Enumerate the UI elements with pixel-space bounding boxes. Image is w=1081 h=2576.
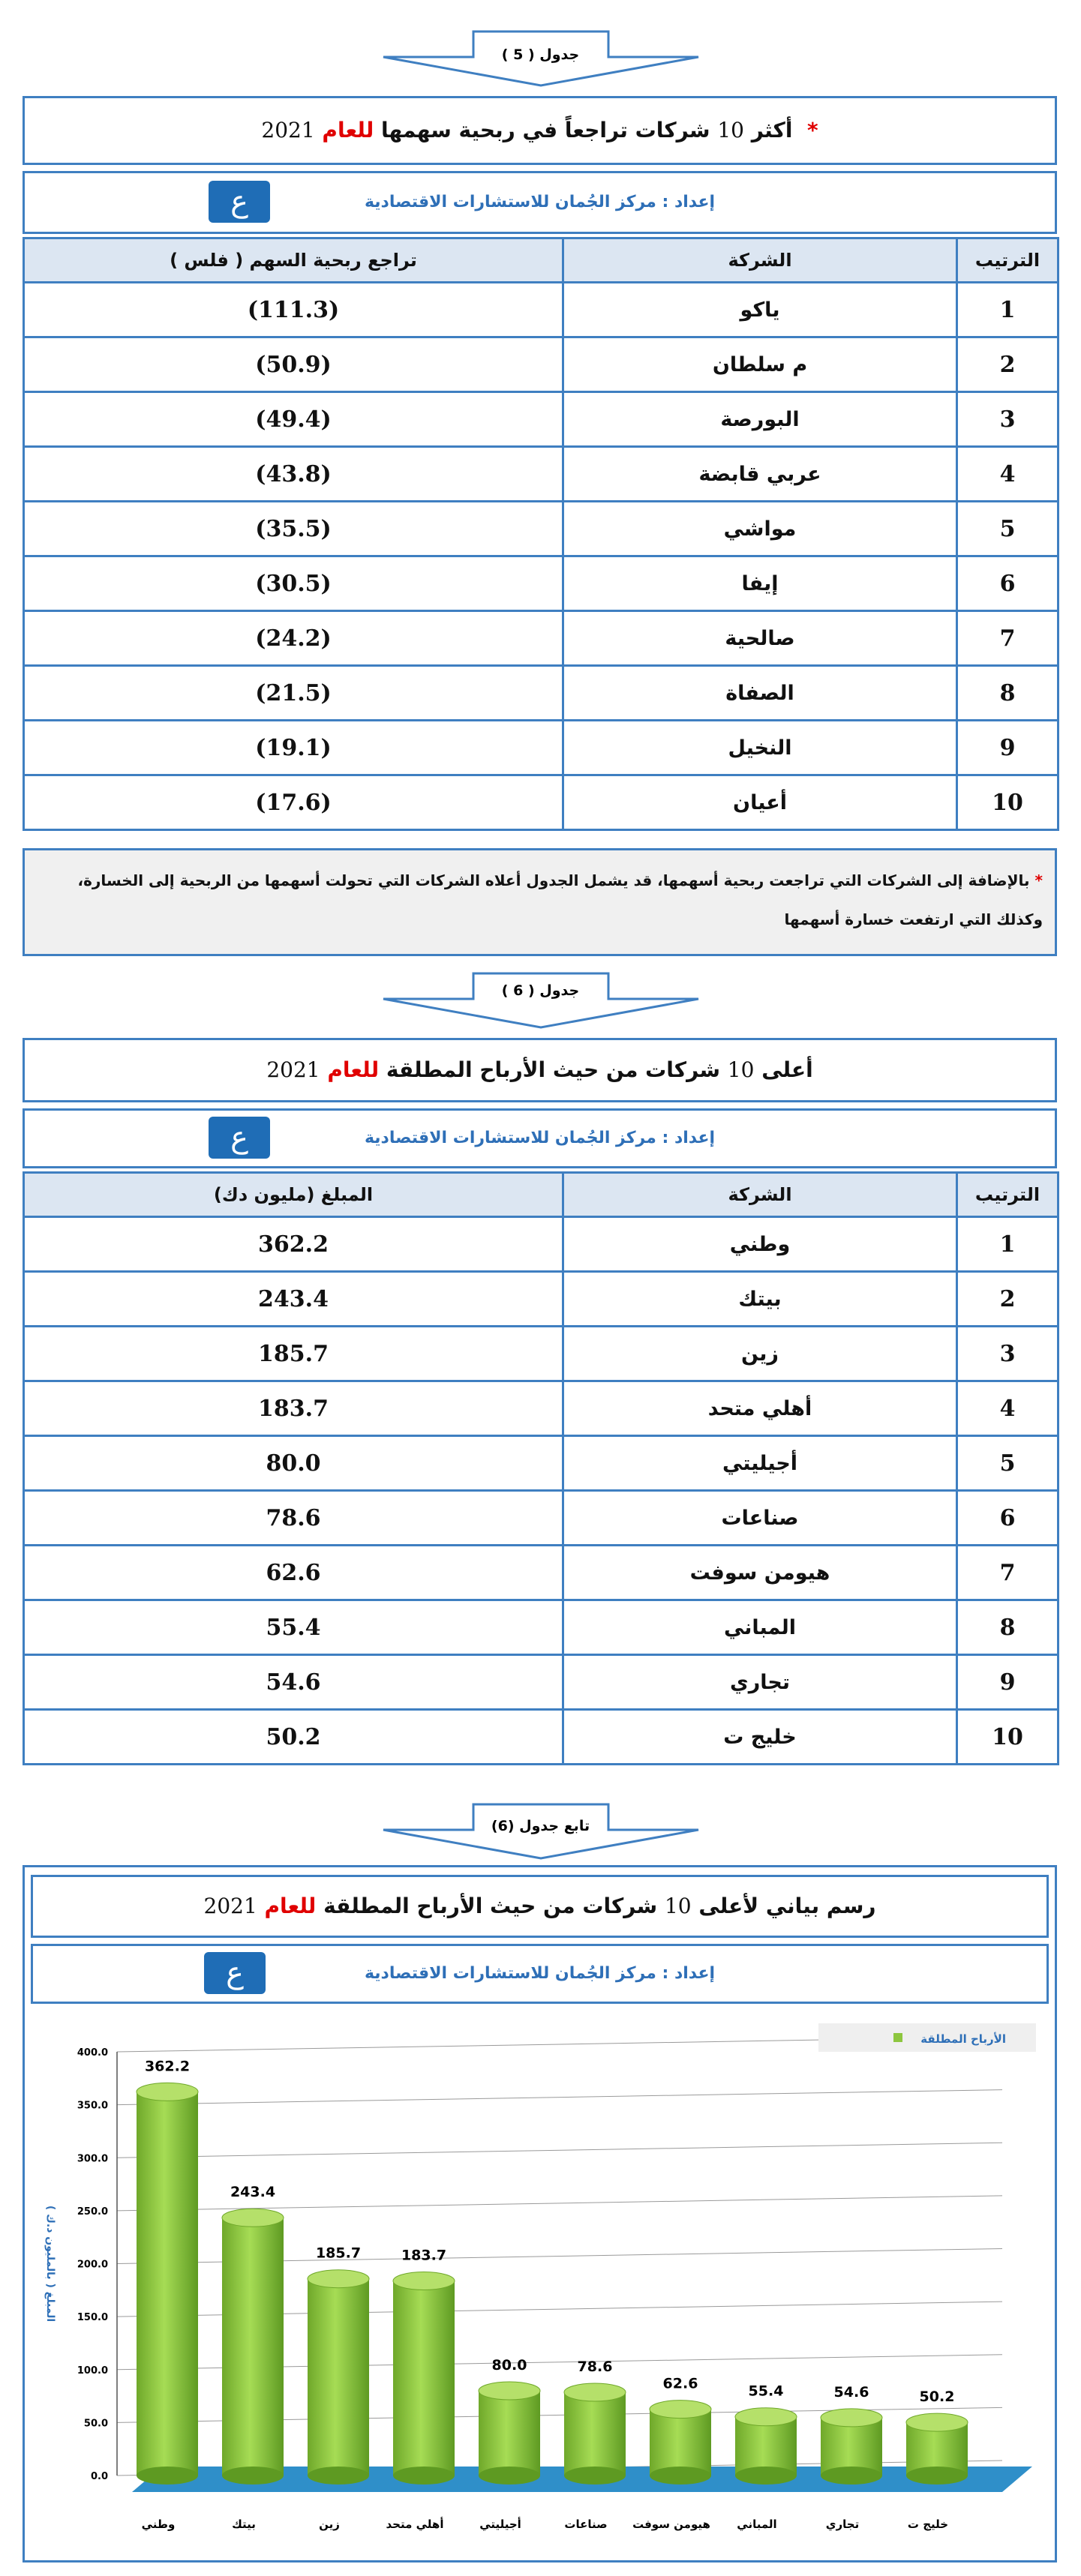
- table5-note: [23, 848, 1057, 956]
- company-cell: م سلطان: [563, 337, 957, 392]
- x-tick-label: وطني: [141, 2518, 176, 2531]
- title-year: 2021: [261, 118, 315, 142]
- y-tick-label: 100.0: [77, 2365, 108, 2377]
- value-cell: (19.1): [24, 721, 563, 775]
- header-rank: الترتيب: [957, 1173, 1058, 1217]
- table-row: [24, 1436, 1058, 1491]
- bar-base: [564, 2467, 626, 2485]
- title-pre: أعلى: [761, 1057, 813, 1082]
- bar: [735, 2408, 797, 2485]
- table6-arrow: [0, 972, 1081, 1029]
- value-cell: (35.5): [24, 502, 563, 556]
- x-tick-label: المباني: [737, 2518, 777, 2531]
- legend-label: الأرباح المطلقة: [920, 2032, 1006, 2046]
- table5-arrow-label: جدول ( 5 ): [501, 46, 580, 63]
- y-tick-label: 50.0: [83, 2418, 108, 2430]
- bar-top: [821, 2409, 882, 2427]
- y-tick-label: 250.0: [77, 2206, 108, 2218]
- x-tick-label: صناعات: [564, 2518, 608, 2531]
- x-tick-label: تجاري: [825, 2518, 860, 2531]
- table5-title-box: [23, 96, 1057, 165]
- table-row: [24, 1217, 1058, 1272]
- company-cell: تجاري: [563, 1655, 957, 1710]
- header-company: الشركة: [563, 1173, 957, 1217]
- prep-label: إعداد : مركز الجُمان للاستشارات الاقتصادية: [364, 193, 716, 211]
- bar-base: [308, 2467, 369, 2485]
- y-tick-label: 0.0: [90, 2471, 108, 2482]
- value-cell: 54.6: [24, 1655, 563, 1710]
- y-tick-label: 150.0: [77, 2312, 108, 2324]
- value-cell: 80.0: [24, 1436, 563, 1491]
- rank-cell: 2: [957, 1272, 1058, 1327]
- header-company: الشركة: [563, 238, 957, 283]
- value-cell: (30.5): [24, 556, 563, 611]
- bar-top: [735, 2408, 797, 2426]
- bar: [137, 2083, 198, 2485]
- bar-base: [222, 2467, 284, 2485]
- title-num: 10: [717, 118, 744, 142]
- data-label: 185.7: [315, 2245, 362, 2262]
- value-cell: 183.7: [24, 1381, 563, 1436]
- bar-body: [308, 2279, 369, 2476]
- table-row: [24, 1710, 1058, 1765]
- data-label: 55.4: [748, 2383, 784, 2400]
- rank-cell: 5: [957, 1436, 1058, 1491]
- header-value: المبلغ (مليون دك): [24, 1173, 563, 1217]
- table-row: [24, 1655, 1058, 1710]
- arrow-down-icon: [376, 972, 706, 1029]
- company-cell: صناعات: [563, 1491, 957, 1546]
- data-label: 54.6: [833, 2383, 869, 2401]
- rank-cell: 1: [957, 1217, 1058, 1272]
- chart-title-box: [31, 1875, 1049, 1938]
- company-cell: النخيل: [563, 721, 957, 775]
- chart-prep-box: [31, 1944, 1049, 2004]
- company-cell: أعيان: [563, 775, 957, 830]
- x-tick-label: بيتك: [232, 2518, 256, 2531]
- title-star: *: [806, 118, 818, 142]
- table-row: [24, 1381, 1058, 1436]
- rank-cell: 3: [957, 1327, 1058, 1381]
- chart-section-box: [23, 1865, 1057, 2563]
- bar-body: [479, 2391, 540, 2476]
- value-cell: (50.9): [24, 337, 563, 392]
- bar-chart: [31, 2014, 1049, 2554]
- bar-base: [735, 2467, 797, 2485]
- data-label: 362.2: [144, 2058, 191, 2075]
- rank-cell: 9: [957, 721, 1058, 775]
- rank-cell: 6: [957, 556, 1058, 611]
- title-num: 10: [727, 1057, 755, 1082]
- rank-cell: 10: [957, 1710, 1058, 1765]
- table6-title-box: [23, 1038, 1057, 1102]
- table-row: [24, 502, 1058, 556]
- title-red: للعام: [327, 1057, 380, 1082]
- bar: [393, 2272, 455, 2485]
- value-cell: (49.4): [24, 392, 563, 447]
- bar-top: [308, 2270, 369, 2288]
- data-label: 183.7: [401, 2247, 447, 2264]
- title-mid: شركات من حيث الأرباح المطلقة: [323, 1894, 658, 1918]
- bar: [222, 2209, 284, 2485]
- gridline: [117, 2143, 1002, 2158]
- prep-label: إعداد : مركز الجُمان للاستشارات الاقتصادية: [364, 1964, 716, 1983]
- rank-cell: 7: [957, 611, 1058, 666]
- bar: [821, 2409, 882, 2485]
- value-cell: 55.4: [24, 1600, 563, 1655]
- company-cell: البورصة: [563, 392, 957, 447]
- data-label: 80.0: [491, 2357, 527, 2374]
- bar-top: [906, 2413, 968, 2431]
- bar-top: [222, 2209, 284, 2227]
- rank-cell: 4: [957, 1381, 1058, 1436]
- bar-body: [564, 2392, 626, 2476]
- title-pre: رسم بياني لأعلى: [698, 1894, 876, 1918]
- data-label: 50.2: [919, 2389, 955, 2406]
- title-mid: شركات تراجعاً في ربحية سهمها: [380, 118, 710, 142]
- table5: [23, 237, 1059, 831]
- y-tick-label: 200.0: [77, 2259, 108, 2271]
- table-row: [24, 1491, 1058, 1546]
- data-label: 78.6: [577, 2358, 613, 2375]
- table6-prep-box: [23, 1108, 1057, 1168]
- company-cell: عربي قابضة: [563, 447, 957, 502]
- table-header-row: [24, 1173, 1058, 1217]
- table6: [23, 1171, 1059, 1765]
- table-row: [24, 666, 1058, 721]
- bar-base: [650, 2467, 711, 2485]
- x-tick-label: هيومن سوفت: [632, 2518, 710, 2531]
- bar-body: [650, 2410, 711, 2476]
- value-cell: (17.6): [24, 775, 563, 830]
- bar-base: [906, 2467, 968, 2485]
- title-year: 2021: [203, 1894, 257, 1918]
- bar-top: [564, 2383, 626, 2401]
- rank-cell: 5: [957, 502, 1058, 556]
- rank-cell: 2: [957, 337, 1058, 392]
- company-cell: أجيليتي: [563, 1436, 957, 1491]
- header-rank: الترتيب: [957, 238, 1058, 283]
- table-row: [24, 556, 1058, 611]
- table-row: [24, 337, 1058, 392]
- note-line1: بالإضافة إلى الشركات التي تراجعت ربحية أسهمها، قد يشمل الجدول أعلاه الشركات التي تحولت أسهمها من الربحية إلى الخسارة،: [77, 871, 1030, 889]
- y-tick-label: 300.0: [77, 2153, 108, 2165]
- chart-arrow: [0, 1803, 1081, 1860]
- table-row: [24, 1600, 1058, 1655]
- value-cell: 362.2: [24, 1217, 563, 1272]
- value-cell: 185.7: [24, 1327, 563, 1381]
- x-tick-label: خليج ت: [907, 2518, 949, 2531]
- bar-base: [479, 2467, 540, 2485]
- table-row: [24, 721, 1058, 775]
- bar-body: [137, 2092, 198, 2476]
- aljoman-logo-icon: ع: [209, 181, 270, 223]
- value-cell: (24.2): [24, 611, 563, 666]
- bar-top: [393, 2272, 455, 2290]
- title-mid: شركات من حيث الأرباح المطلقة: [386, 1057, 721, 1082]
- bar: [650, 2401, 711, 2485]
- company-cell: بيتك: [563, 1272, 957, 1327]
- x-tick-label: أجيليتي: [479, 2518, 521, 2531]
- rank-cell: 10: [957, 775, 1058, 830]
- bar-top: [137, 2083, 198, 2101]
- bar: [564, 2383, 626, 2485]
- value-cell: 62.6: [24, 1546, 563, 1600]
- table5-prep-box: [23, 171, 1057, 234]
- y-tick-label: 400.0: [77, 2047, 108, 2059]
- title-red: للعام: [322, 118, 374, 142]
- company-cell: ياكو: [563, 283, 957, 337]
- chart-arrow-label: تابع جدول (6): [491, 1818, 590, 1834]
- bar-body: [393, 2281, 455, 2476]
- value-cell: 50.2: [24, 1710, 563, 1765]
- title-year: 2021: [266, 1057, 320, 1082]
- table5-arrow: [0, 30, 1081, 87]
- bar-top: [650, 2401, 711, 2419]
- data-label: 62.6: [662, 2375, 698, 2392]
- table-header-row: [24, 238, 1058, 283]
- value-cell: (111.3): [24, 283, 563, 337]
- table-row: [24, 392, 1058, 447]
- y-tick-label: 350.0: [77, 2100, 108, 2112]
- company-cell: زين: [563, 1327, 957, 1381]
- company-cell: مواشي: [563, 502, 957, 556]
- title-red: للعام: [264, 1894, 317, 1918]
- value-cell: (43.8): [24, 447, 563, 502]
- note-star: *: [1034, 871, 1043, 889]
- bar-base: [137, 2467, 198, 2485]
- rank-cell: 8: [957, 666, 1058, 721]
- value-cell: 78.6: [24, 1491, 563, 1546]
- table-row: [24, 1272, 1058, 1327]
- value-cell: (21.5): [24, 666, 563, 721]
- bar-body: [222, 2218, 284, 2476]
- company-cell: خليج ت: [563, 1710, 957, 1765]
- bar-base: [393, 2467, 455, 2485]
- company-cell: المباني: [563, 1600, 957, 1655]
- table-row: [24, 447, 1058, 502]
- prep-label: إعداد : مركز الجُمان للاستشارات الاقتصادية: [364, 1129, 716, 1147]
- aljoman-logo-icon: ع: [209, 1117, 270, 1159]
- table-row: [24, 283, 1058, 337]
- y-axis-label: المبلغ ( بالمليون د.ك ): [44, 2205, 56, 2323]
- bar: [479, 2382, 540, 2485]
- table-row: [24, 611, 1058, 666]
- table6-title: [25, 1040, 1055, 1100]
- rank-cell: 3: [957, 392, 1058, 447]
- x-tick-label: زين: [319, 2518, 340, 2531]
- rank-cell: 6: [957, 1491, 1058, 1546]
- company-cell: هيومن سوفت: [563, 1546, 957, 1600]
- company-cell: أهلي متحد: [563, 1381, 957, 1436]
- chart-title: [33, 1877, 1046, 1936]
- rank-cell: 4: [957, 447, 1058, 502]
- bar: [906, 2413, 968, 2485]
- note-line2: وكذلك التي ارتفعت خسارة أسهمها: [784, 910, 1043, 928]
- rank-cell: 8: [957, 1600, 1058, 1655]
- rank-cell: 1: [957, 283, 1058, 337]
- company-cell: صالحية: [563, 611, 957, 666]
- title-pre: أكثر: [751, 118, 793, 142]
- rank-cell: 7: [957, 1546, 1058, 1600]
- header-value: تراجع ربحية السهم ( فلس ): [24, 238, 563, 283]
- data-label: 243.4: [230, 2184, 276, 2201]
- bar-base: [821, 2467, 882, 2485]
- company-cell: وطني: [563, 1217, 957, 1272]
- company-cell: الصفاة: [563, 666, 957, 721]
- gridline: [117, 2090, 1002, 2105]
- legend-swatch: [893, 2033, 902, 2042]
- aljoman-logo-icon: ع: [204, 1952, 266, 1994]
- table-row: [24, 1327, 1058, 1381]
- x-tick-label: أهلي متحد: [386, 2518, 444, 2531]
- rank-cell: 9: [957, 1655, 1058, 1710]
- table5-title: [25, 98, 1055, 163]
- company-cell: إيفا: [563, 556, 957, 611]
- title-num: 10: [664, 1894, 692, 1918]
- table-row: [24, 775, 1058, 830]
- bar-top: [479, 2382, 540, 2400]
- table-row: [24, 1546, 1058, 1600]
- table6-arrow-label: جدول ( 6 ): [501, 982, 580, 999]
- value-cell: 243.4: [24, 1272, 563, 1327]
- bar: [308, 2270, 369, 2485]
